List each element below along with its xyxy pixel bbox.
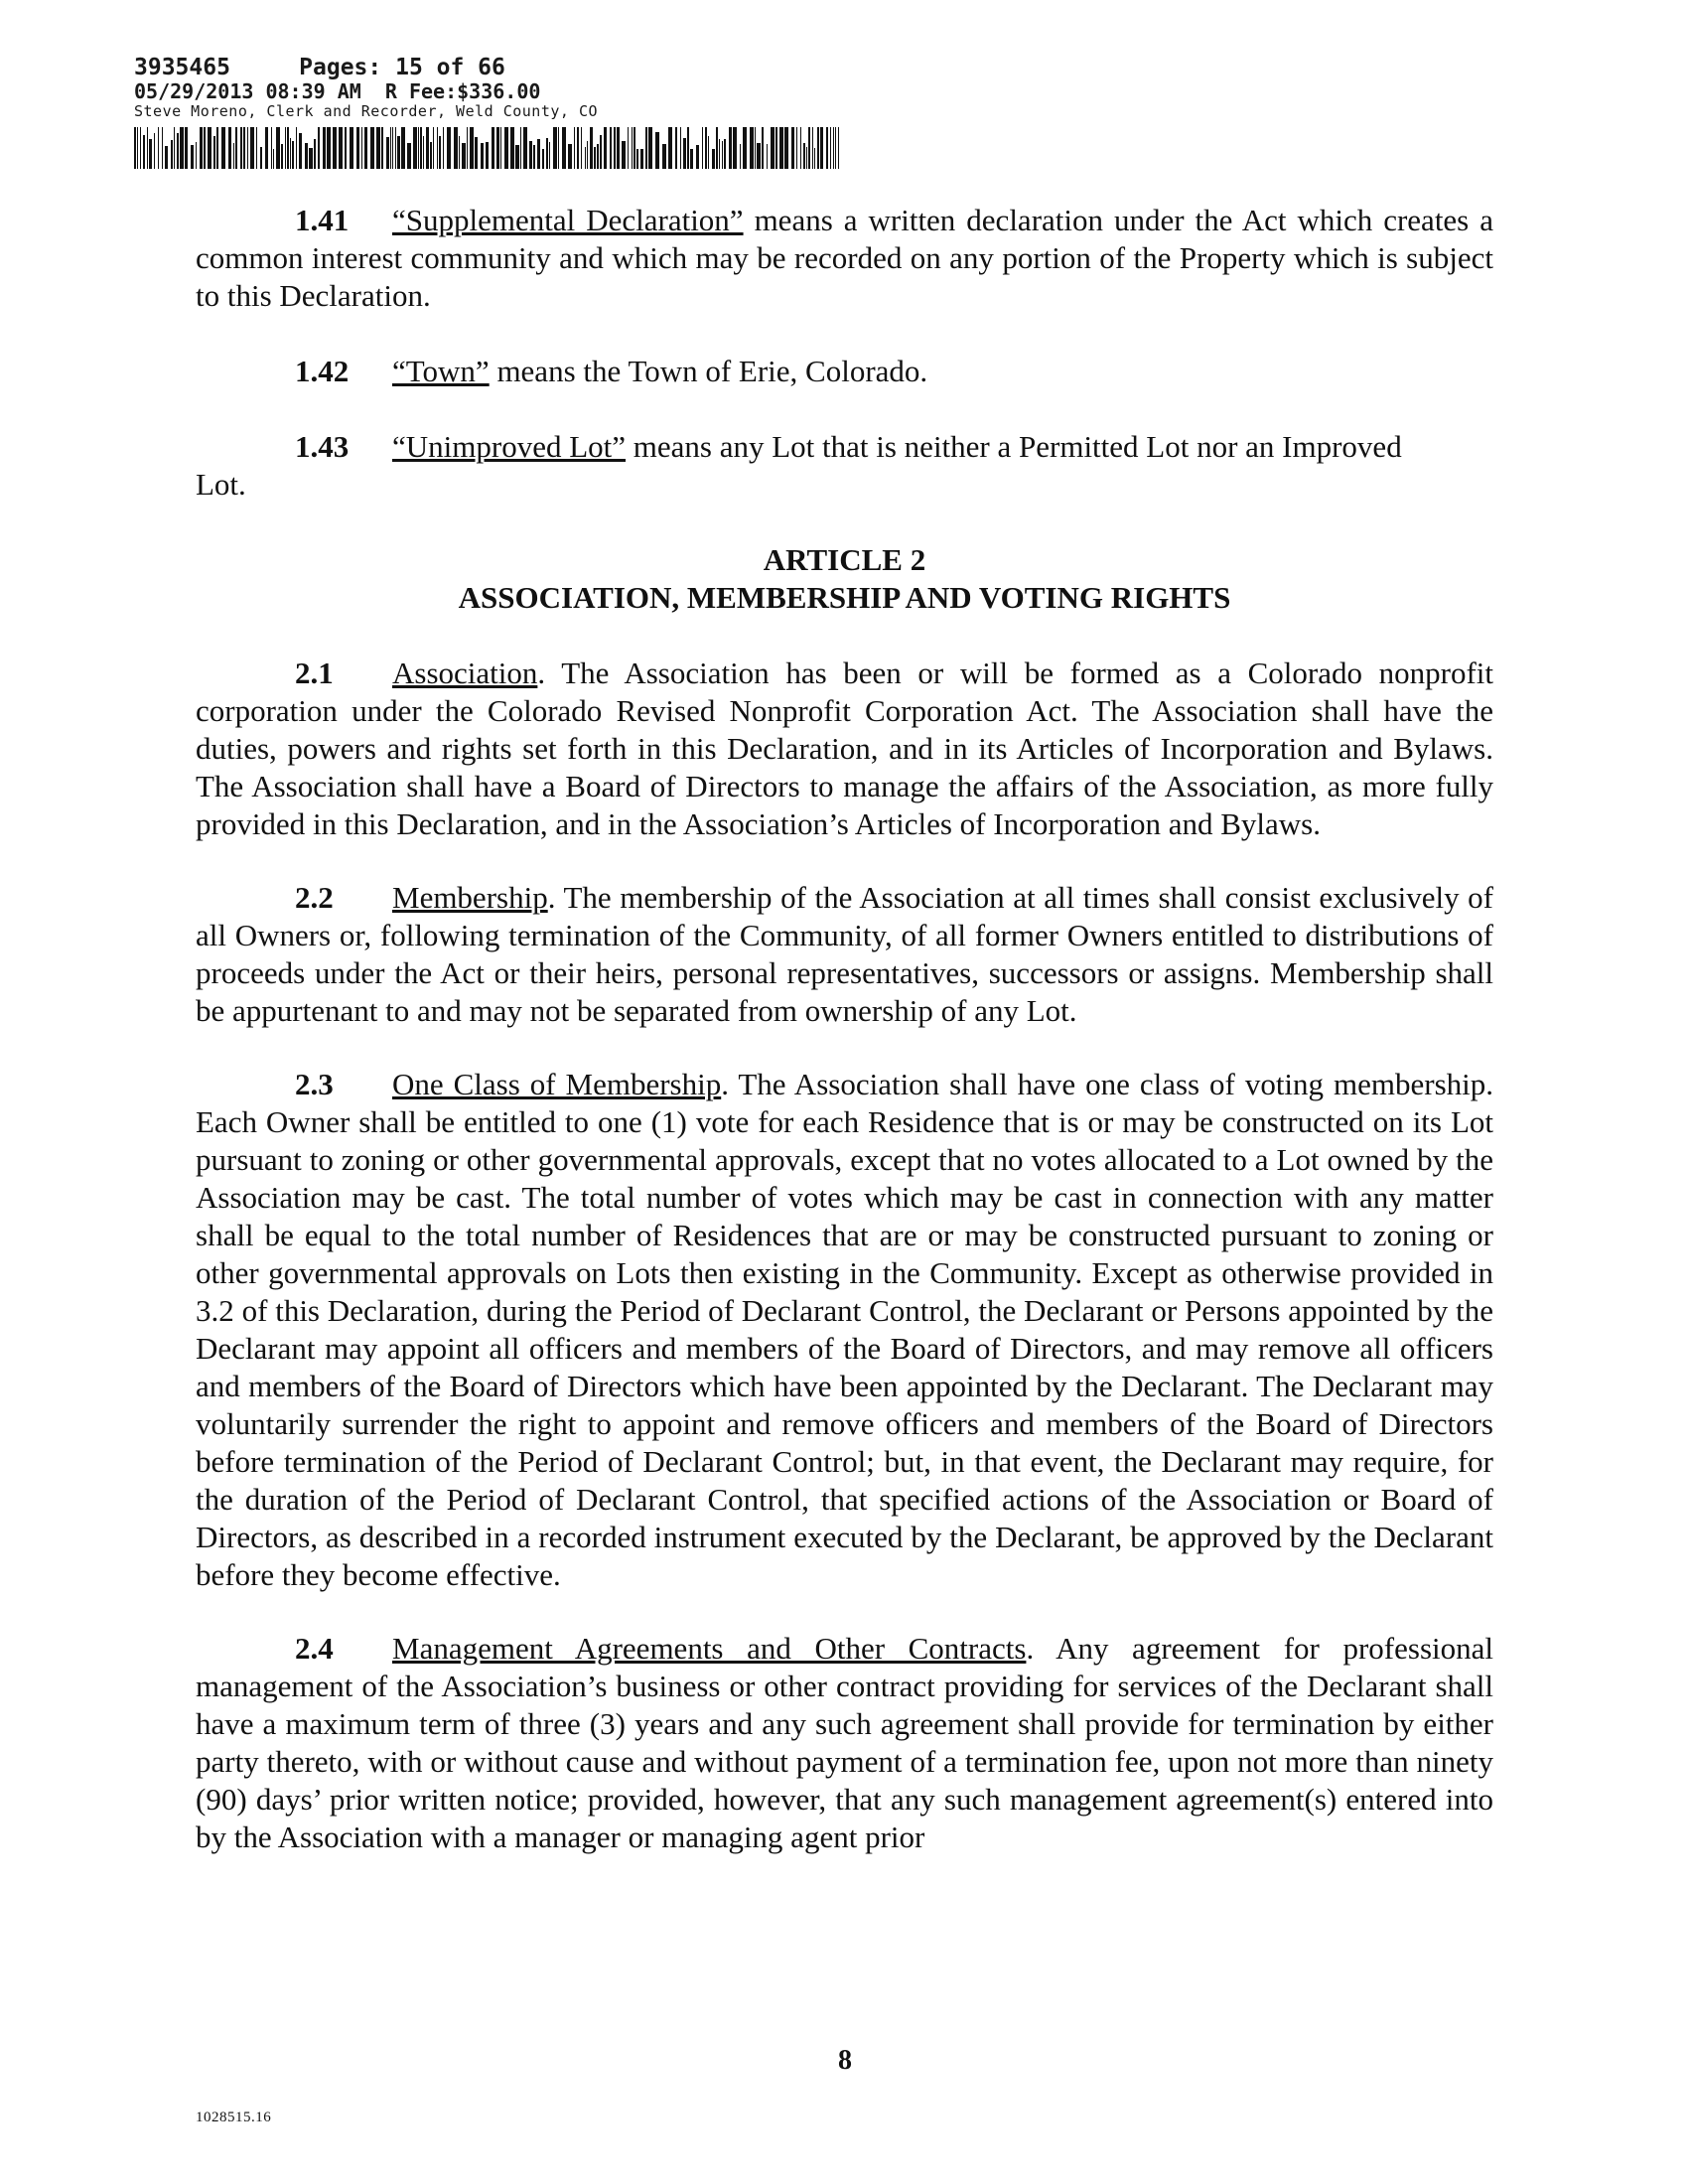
section-title: Association: [392, 655, 538, 690]
section-title: One Class of Membership: [392, 1067, 722, 1101]
section-number: 1.41: [295, 203, 350, 237]
section-text: means the Town of Erie, Colorado.: [489, 354, 928, 388]
section-title: Management Agreements and Other Contracts: [392, 1631, 1027, 1666]
section-text: . The Association has been or will be formed as a Colorado nonprofit corporation under the Colorado Revised Nonprofit Corporation Act. The Association shall have the duties, powers and rights set forth in this Declaration, and in its Articles of Incorporation and Bylaws. The Association shall have a Board of Directors to manage the affairs of the Association, as more fully provided in this Declaration, and in the Association’s Articles of Incorporation and Bylaws.: [196, 655, 1493, 841]
section-title: Membership: [392, 880, 548, 915]
page-number: 8: [838, 2045, 852, 2076]
article-number: ARTICLE 2: [763, 542, 926, 577]
document-body: [196, 202, 1493, 1856]
document-id: 1028515.16: [196, 2110, 272, 2125]
section-2-2: [196, 879, 1493, 1030]
section-text: means any Lot that is neither a Permitted Lot nor an Improved: [626, 429, 1402, 464]
section-1-42: [196, 353, 1493, 390]
section-text: . The Association shall have one class of voting membership. Each Owner shall be entitled to one (1) vote for each Residence that is or may be constructed on its Lot pursuant to zoning or other governmental approvals, except that no votes allocated to a Lot owned by the Association may be cast. The total number of votes which may be cast in connection with any matter shall be equal to the total number of Residences that are or may be constructed pursuant to zoning or other governmental approvals on Lots then existing in the Community. Except as otherwise provided in 3.2 of this Declaration, during the Period of Declarant Control, the Declarant or Persons appointed by the Declarant may appoint all officers and members of the Board of Directors, and may remove all officers and members of the Board of Directors which have been appointed by the Declarant. The Declarant may voluntarily surrender the right to appoint and remove officers and members of the Board of Directors before termination of the Period of Declarant Control; but, in that event, the Declarant may require, for the duration of the Period of Declarant Control, that specified actions of the Association or Board of Directors, as described in a recorded instrument executed by the Declarant, be approved by the Declarant before they become effective.: [196, 1067, 1493, 1592]
section-number: 1.42: [295, 354, 350, 388]
article-heading: [196, 541, 1493, 617]
section-number: 2.1: [295, 655, 334, 690]
section-number: 2.2: [295, 880, 334, 915]
defined-term: “Unimproved Lot”: [392, 429, 627, 464]
stamp-reception-pages: 3935465 Pages: 15 of 66: [134, 55, 505, 80]
defined-term: “Supplemental Declaration”: [392, 203, 744, 237]
defined-term: “Town”: [392, 354, 490, 388]
section-text: . The membership of the Association at all times shall consist exclusively of all Owners or, following termination of the Community, of all former Owners entitled to distributions of proceeds under the Act or their heirs, personal representatives, successors or assigns. Membership shall be appurtenant to and may not be separated from ownership of any Lot.: [196, 880, 1493, 1028]
section-1-43-continuation: Lot.: [196, 467, 246, 502]
stamp-recorder: Steve Moreno, Clerk and Recorder, Weld County, CO: [134, 102, 599, 120]
section-2-4: [196, 1630, 1493, 1856]
section-2-3: [196, 1066, 1493, 1594]
section-number: 2.3: [295, 1067, 334, 1101]
section-text: means a written declaration under the Act which creates a common interest community and which may be recorded on any portion of the Property which is subject to this Declaration.: [196, 203, 1493, 313]
article-title: ASSOCIATION, MEMBERSHIP AND VOTING RIGHTS: [458, 580, 1231, 615]
section-number: 1.43: [295, 429, 350, 464]
recording-stamp: [134, 55, 598, 120]
section-1-41: [196, 202, 1493, 315]
section-1-43: [196, 428, 1493, 466]
section-2-1: [196, 655, 1493, 843]
section-number: 2.4: [295, 1631, 334, 1666]
recording-barcode: [134, 127, 839, 169]
stamp-date-fee: 05/29/2013 08:39 AM R Fee:$336.00: [134, 79, 541, 103]
section-text: . Any agreement for professional management of the Association’s business or other contract providing for services of the Declarant shall have a maximum term of three (3) years and any such agreement shall provide for termination by either party thereto, with or without cause and without payment of a termination fee, upon not more than ninety (90) days’ prior written notice; provided, however, that any such management agreement(s) entered into by the Association with a manager or managing agent prior: [196, 1631, 1493, 1854]
